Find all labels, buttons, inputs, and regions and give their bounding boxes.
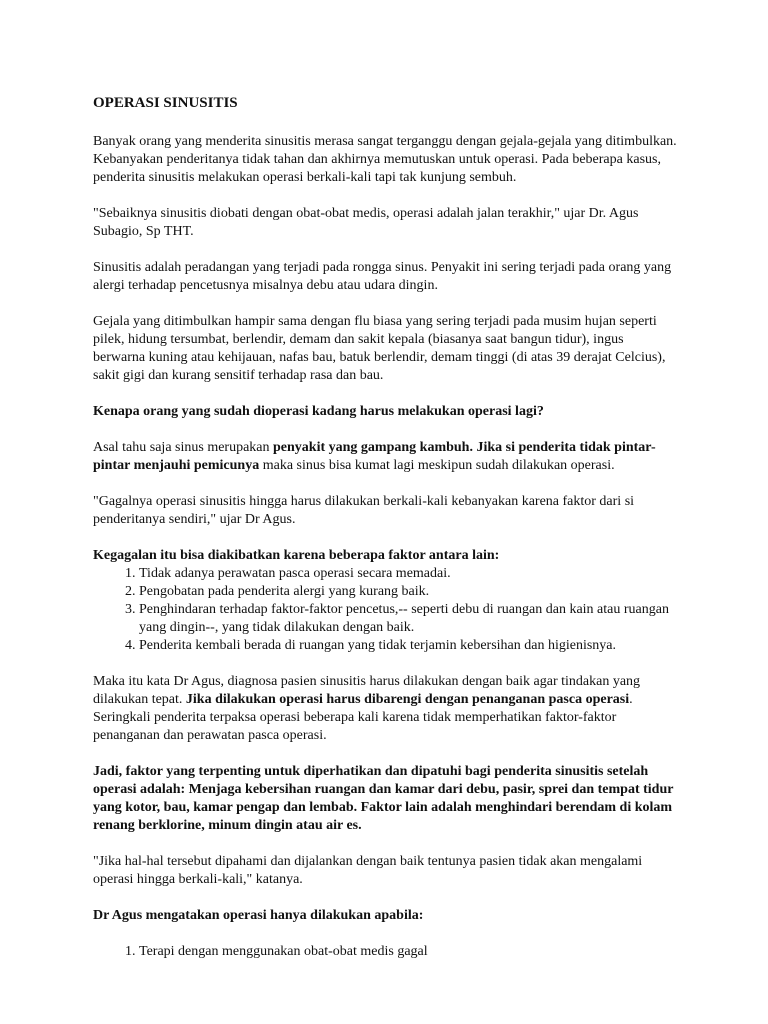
paragraph-relapse-emphasis: penyakit yang gampang kambuh. Jika si penderita tidak pintar-pintar menjauhi pemicunya: [93, 440, 656, 473]
paragraph-relapse: [93, 439, 678, 475]
list-item: 1. Terapi dengan menggunakan obat-obat medis gagal: [139, 943, 678, 961]
list-item: 4. Penderita kembali berada di ruangan yang tidak terjamin kebersihan dan higienisnya.: [139, 637, 678, 655]
document-title: OPERASI SINUSITIS: [93, 95, 238, 111]
paragraph-diagnosis-part-a: Maka itu kata Dr Agus, diagnosa pasien sinusitis harus dilakukan dengan baik agar tindakan yang dilakukan tepat.: [93, 674, 641, 707]
list-item: 3. Penghindaran terhadap faktor-faktor pencetus,-- seperti debu di ruangan dan kain atau ruangan yang dingin--, yang tidak dilakukan dengan baik.: [139, 601, 678, 637]
paragraph-intro: Banyak orang yang menderita sinusitis merasa sangat terganggu dengan gejala-gejala yang ditimbulkan. Kebanyakan penderitanya tidak tahan dan akhirnya memutuskan untuk operasi. Pada beberapa kasus, penderita sinusitis melakukan operasi berkali-kali tapi tak kunjung sembuh.: [93, 134, 677, 185]
paragraph-diagnosis-part-c: . Seringkali penderita terpaksa operasi beberapa kali karena tidak memperhatikan faktor-faktor penanganan dan perawatan pasca operasi.: [93, 692, 633, 743]
section-heading-failure-factors: Kegagalan itu bisa diakibatkan karena beberapa faktor antara lain:: [93, 548, 500, 563]
section-heading-surgery-conditions: Dr Agus mengatakan operasi hanya dilakukan apabila:: [93, 908, 424, 923]
paragraph-quote-dr-agus: "Sebaiknya sinusitis diobati dengan obat-obat medis, operasi adalah jalan terakhir," ujar Dr. Agus Subagio, Sp THT.: [93, 206, 639, 239]
failure-factors-list: [93, 565, 678, 655]
paragraph-definition: Sinusitis adalah peradangan yang terjadi pada rongga sinus. Penyakit ini sering terjadi pada orang yang alergi terhadap pencetusnya misalnya debu atau udara dingin.: [93, 260, 672, 293]
paragraph-diagnosis: [93, 673, 678, 745]
section-heading-reoperation: Kenapa orang yang sudah dioperasi kadang harus melakukan operasi lagi?: [93, 404, 544, 419]
paragraph-diagnosis-emphasis: Jika dilakukan operasi harus dibarengi dengan penanganan pasca operasi: [185, 692, 630, 707]
list-item: 1. Tidak adanya perawatan pasca operasi secara memadai.: [139, 565, 678, 583]
paragraph-relapse-part-a: Asal tahu saja sinus merupakan: [93, 440, 274, 455]
paragraph-symptoms: Gejala yang ditimbulkan hampir sama dengan flu biasa yang sering terjadi pada musim hujan seperti pilek, hidung tersumbat, berlendir, demam dan sakit kepala (biasanya saat bangun tidur), ingus berwarna kuning atau kehijauan, nafas bau, batuk berlendir, demam tinggi (di atas 39 derajat Celcius), sakit gigi dan kurang sensitif terhadap rasa dan bau.: [93, 314, 666, 383]
paragraph-key-factors: Jadi, faktor yang terpenting untuk diperhatikan dan dipatuhi bagi penderita sinusitis setelah operasi adalah: Menjaga kebersihan ruangan dan kamar dari debu, pasir, sprei dan tempat tidur yang kotor, bau, kamar pengap dan lembab. Faktor lain adalah menghindari berendam di kolam renang berklorine, minum dingin atau air es.: [93, 764, 674, 833]
paragraph-relapse-part-c: maka sinus bisa kumat lagi meskipun sudah dilakukan operasi.: [259, 458, 615, 473]
surgery-conditions-list: [93, 943, 678, 961]
list-item: 2. Pengobatan pada penderita alergi yang kurang baik.: [139, 583, 678, 601]
paragraph-failure-quote: "Gagalnya operasi sinusitis hingga harus dilakukan berkali-kali kebanyakan karena faktor dari si penderitanya sendiri," ujar Dr Agus.: [93, 494, 635, 527]
paragraph-closing-quote: "Jika hal-hal tersebut dipahami dan dijalankan dengan baik tentunya pasien tidak akan mengalami operasi hingga berkali-kali," katanya.: [93, 854, 643, 887]
